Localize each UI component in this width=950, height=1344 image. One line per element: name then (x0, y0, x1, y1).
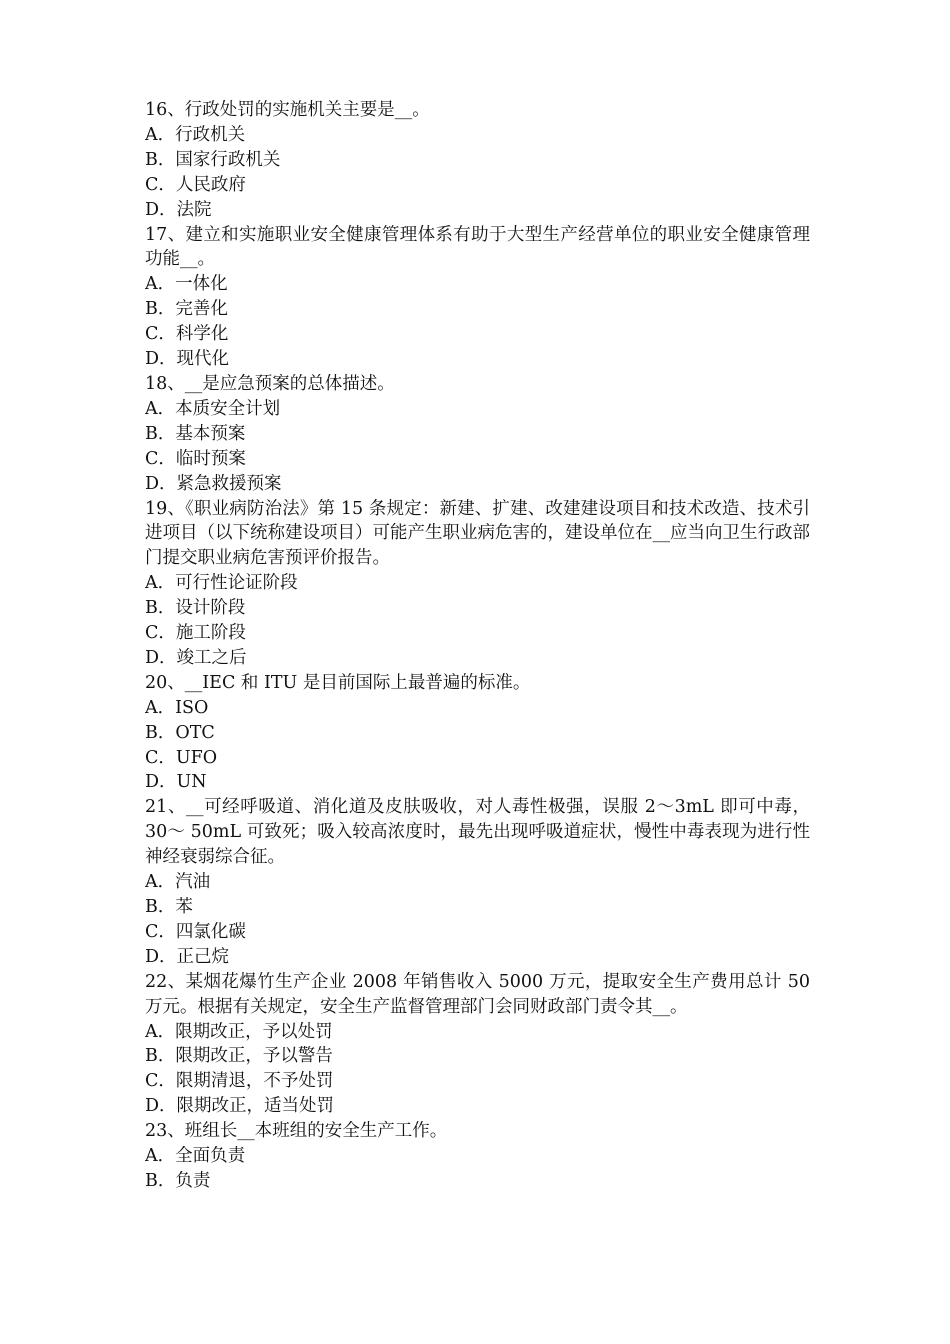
option-d: D．紧急救援预案 (145, 473, 282, 494)
question-18 (145, 372, 810, 497)
question-16 (145, 98, 810, 223)
option-d: D．UN (145, 772, 207, 793)
option-b: B．基本预案 (145, 423, 246, 444)
option-a: A．ISO (145, 697, 209, 718)
option-a: A．可行性论证阶段 (145, 573, 298, 594)
option-a: A．全面负责 (145, 1146, 246, 1167)
option-d: D．现代化 (145, 349, 230, 370)
option-b: B．完善化 (145, 299, 228, 320)
document-page (145, 98, 810, 1194)
option-b: B．负责 (145, 1170, 211, 1191)
question-stem: 22、某烟花爆竹生产企业 2008 年销售收入 5000 万元，提取安全生产费用总计 50 万元。根据有关规定，安全生产监督管理部门会同财政部门责令其__。 (145, 971, 810, 1017)
question-stem: 16、行政处罚的实施机关主要是__。 (145, 100, 430, 120)
option-a: A．限期改正，予以处罚 (145, 1021, 333, 1042)
option-d: D．竣工之后 (145, 647, 247, 668)
question-stem: 20、__IEC 和 ITU 是目前国际上最普遍的标准。 (145, 672, 531, 693)
option-b: B．限期改正，予以警告 (145, 1046, 333, 1067)
question-stem: 18、__是应急预案的总体描述。 (145, 373, 395, 394)
option-c: C．UFO (145, 747, 218, 768)
option-a: A．汽油 (145, 872, 211, 893)
option-a: A．行政机关 (145, 124, 246, 145)
option-c: C．科学化 (145, 324, 229, 345)
question-stem: 23、班组长__本班组的安全生产工作。 (145, 1121, 448, 1142)
question-21 (145, 795, 810, 969)
option-b: B．设计阶段 (145, 598, 246, 619)
question-20 (145, 671, 810, 796)
question-17 (145, 223, 810, 372)
option-b: B．OTC (145, 722, 215, 743)
question-19 (145, 497, 810, 671)
option-d: D．限期改正，适当处罚 (145, 1096, 335, 1117)
option-c: C．四氯化碳 (145, 921, 246, 942)
option-d: D．法院 (145, 199, 212, 220)
option-b: B．苯 (145, 897, 193, 917)
option-a: A．本质安全计划 (145, 398, 281, 419)
question-22 (145, 970, 810, 1119)
question-stem: 17、建立和实施职业安全健康管理体系有助于大型生产经营单位的职业安全健康管理功能__。 (145, 224, 810, 270)
option-c: C．人民政府 (145, 174, 246, 195)
option-c: C．施工阶段 (145, 623, 246, 644)
option-d: D．正己烷 (145, 946, 230, 967)
option-c: C．临时预案 (145, 448, 246, 469)
option-c: C．限期清退，不予处罚 (145, 1071, 334, 1092)
option-b: B．国家行政机关 (145, 149, 281, 170)
question-stem: 21、__可经呼吸道、消化道及皮肤吸收，对人毒性极强，误服 2～3mL 即可中毒，30～ 50mL 可致死；吸入较高浓度时，最先出现呼吸道症状，慢性中毒表现为进行性神经衰弱综合征。 (145, 797, 810, 868)
question-stem: 19、《职业病防治法》第 15 条规定：新建、扩建、改建建设项目和技术改造、技术引进项目（以下统称建设项目）可能产生职业病危害的，建设单位在__应当向卫生行政部门提交职业病危害预评价报告。 (145, 498, 810, 569)
question-23 (145, 1119, 810, 1194)
option-a: A．一体化 (145, 274, 228, 295)
